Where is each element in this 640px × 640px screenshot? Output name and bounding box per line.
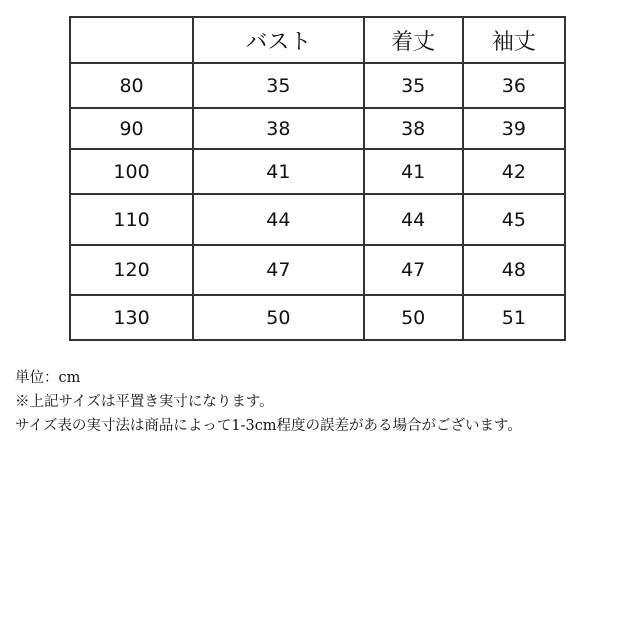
unit-note: 単位：cm bbox=[15, 370, 81, 386]
size-notes bbox=[15, 366, 522, 438]
table-cell: 110 bbox=[70, 194, 193, 245]
table-cell: 41 bbox=[364, 149, 463, 194]
tolerance-note: サイズ表の実寸法は商品によって1-3cm程度の誤差がある場合がございます。 bbox=[15, 418, 522, 434]
table-row bbox=[70, 108, 565, 149]
table-cell: 130 bbox=[70, 295, 193, 340]
table-cell: 100 bbox=[70, 149, 193, 194]
table-row bbox=[70, 295, 565, 340]
table-cell: 39 bbox=[463, 108, 565, 149]
table-cell: 50 bbox=[364, 295, 463, 340]
table-row bbox=[70, 149, 565, 194]
measurement-note: ※上記サイズは平置き実寸になります。 bbox=[15, 394, 274, 410]
table-header-row bbox=[70, 17, 565, 63]
table-cell: 41 bbox=[193, 149, 363, 194]
table-cell: 44 bbox=[364, 194, 463, 245]
table-cell: 47 bbox=[364, 245, 463, 295]
table-cell: 35 bbox=[193, 63, 363, 108]
header-cell-size bbox=[70, 17, 193, 63]
header-cell-length: 着丈 bbox=[364, 17, 463, 63]
table-cell: 38 bbox=[364, 108, 463, 149]
table-cell: 120 bbox=[70, 245, 193, 295]
table-cell: 36 bbox=[463, 63, 565, 108]
header-cell-bust: バスト bbox=[193, 17, 363, 63]
header-cell-sleeve: 袖丈 bbox=[463, 17, 565, 63]
table-cell: 50 bbox=[193, 295, 363, 340]
table-cell: 35 bbox=[364, 63, 463, 108]
table-cell: 42 bbox=[463, 149, 565, 194]
table-cell: 45 bbox=[463, 194, 565, 245]
table-row bbox=[70, 194, 565, 245]
table-row bbox=[70, 245, 565, 295]
table-row bbox=[70, 63, 565, 108]
table-cell: 44 bbox=[193, 194, 363, 245]
table-cell: 80 bbox=[70, 63, 193, 108]
table-cell: 47 bbox=[193, 245, 363, 295]
table-cell: 38 bbox=[193, 108, 363, 149]
table-cell: 48 bbox=[463, 245, 565, 295]
size-table bbox=[69, 16, 566, 341]
table-cell: 90 bbox=[70, 108, 193, 149]
table-cell: 51 bbox=[463, 295, 565, 340]
